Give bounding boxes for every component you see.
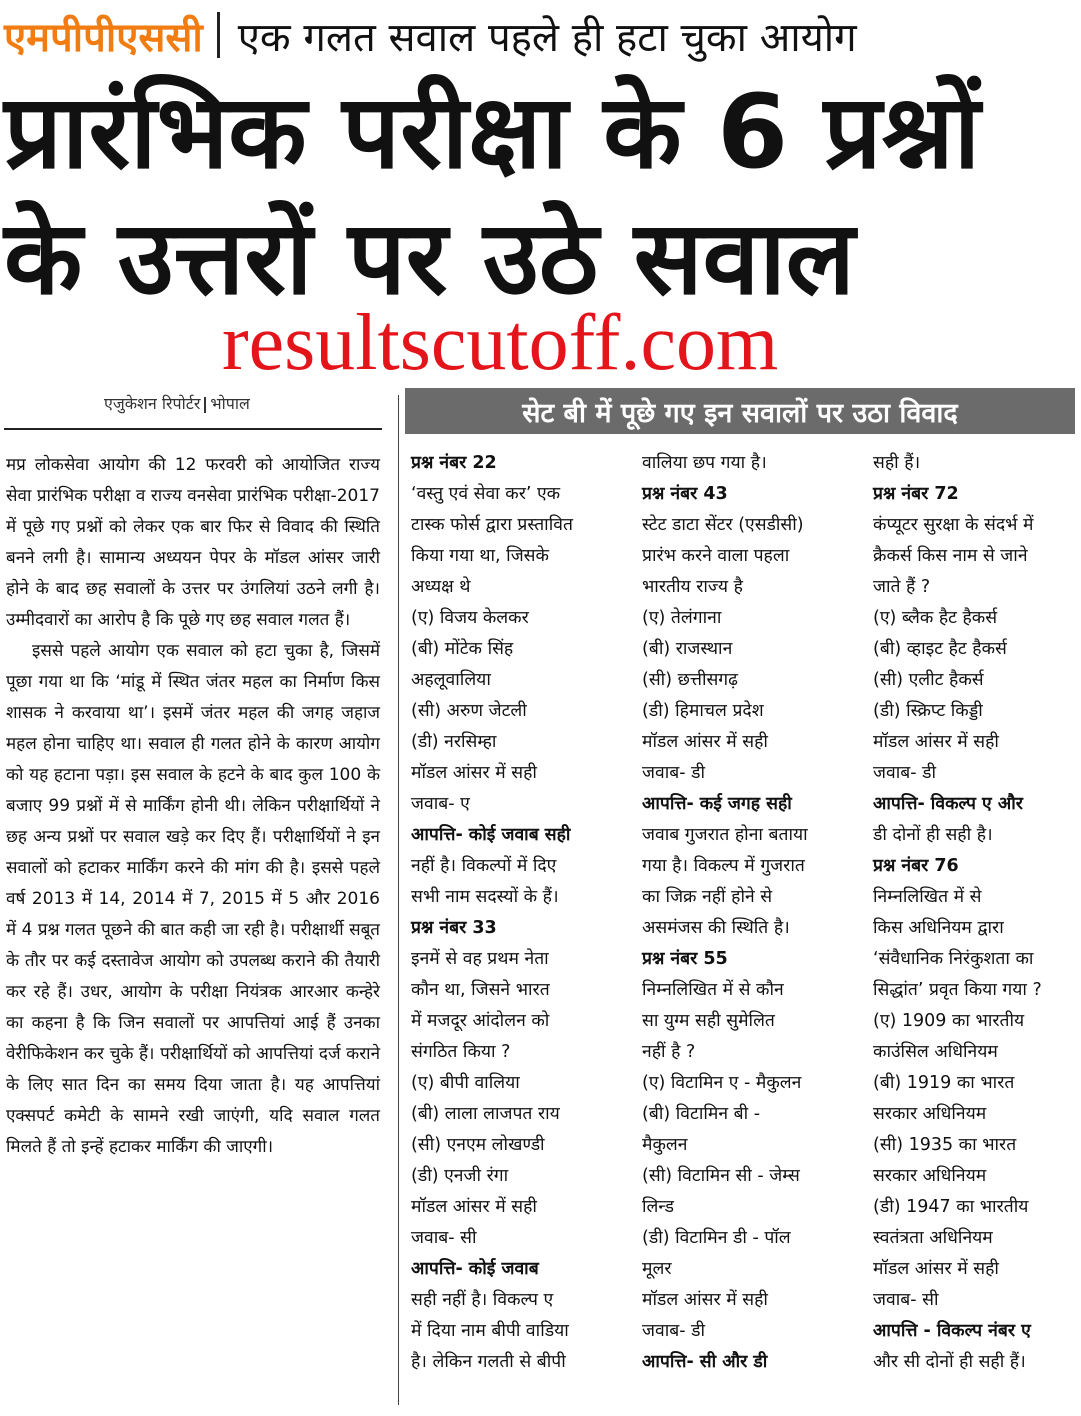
- question-text-line: (सी) विटामिन सी - जेम्स: [642, 1166, 800, 1186]
- question-text-line: कंप्यूटर सुरक्षा के संदर्भ में: [873, 515, 1034, 535]
- headline-line-2: के उत्तरों पर उठे सवाल: [4, 199, 855, 318]
- question-text-line: लिन्ड: [642, 1197, 675, 1217]
- question-text-line: स्टेट डाटा सेंटर (एसडीसी): [642, 515, 804, 535]
- headline: [0, 70, 1081, 322]
- question-text-line: निम्नलिखित में से कौन: [642, 980, 784, 1000]
- question-text-line: (सी) अरुण जेटली: [411, 701, 527, 721]
- question-text-line: मॉडल आंसर में सही: [411, 763, 537, 783]
- question-text-line: मॉडल आंसर में सही: [873, 1259, 999, 1279]
- question-heading-line: आपत्ति- कई जगह सही: [642, 794, 792, 814]
- question-text-line: भारतीय राज्य है: [642, 577, 743, 597]
- question-text-line: जवाब- डी: [642, 1321, 706, 1341]
- header-row: [0, 0, 1081, 70]
- question-text-line: अहलूवालिया: [411, 670, 491, 690]
- question-text-line: (बी) मोंटेक सिंह: [411, 639, 514, 659]
- question-text-line: मैकुलन: [642, 1135, 688, 1155]
- question-text-line: में मजदूर आंदोलन को: [411, 1011, 550, 1031]
- question-text-line: है। लेकिन गलती से बीपी: [411, 1352, 566, 1372]
- article-paragraph-2: इससे पहले आयोग एक सवाल को हटा चुका है, जिसमें पूछा गया था कि ‘मांडू में स्थित जंतर महल का निर्माण किस शासक ने करवाया था’। इसमें जंतर महल की जगह जहाज महल होना चाहिए था। सवाल ही गलत होने के कारण आयोग को यह हटाना पड़ा। इस सवाल के हटने के बाद कुल 100 के बजाए 99 प्रश्नों में से मार्किंग होनी थी। लेकिन परीक्षार्थियों ने छह अन्य प्रश्नों पर सवाल खड़े कर दिए हैं। परीक्षार्थियों ने इन सवालों को हटाकर मार्किंग करने की मांग की है। इससे पहले वर्ष 2013 में 14, 2014 में 7, 2015 में 5 और 2016 में 4 प्रश्न गलत पूछने की बात कही जा रही है। परीक्षार्थी सबूत के तौर पर कई दस्तावेज आयोग को उपलब्ध कराने की तैयारी कर रहे हैं। उधर, आयोग के परीक्षा नियंत्रक आरआर कन्हेरे का कहना है कि जिन सवालों पर आपत्तियां आई हैं उनका वेरीफिकेशन कर चुके हैं। परीक्षार्थियों को आपत्तियां दर्ज कराने के लिए सात दिन का समय दिया जाता है। यह आपत्तियां एक्सपर्ट कमेटी के सामने रखी जाएंगी, यदि सवाल गलत मिलते हैं तो इन्हें हटाकर मार्किंग की जाएगी।: [6, 641, 380, 1157]
- question-text-line: टास्क फोर्स द्वारा प्रस्तावित: [411, 515, 573, 535]
- question-heading-line: प्रश्न नंबर 22: [411, 453, 497, 473]
- question-text-line: क्रैकर्स किस नाम से जाने: [873, 546, 1028, 566]
- question-text-line: (डी) स्क्रिप्ट किड्डी: [873, 701, 983, 721]
- question-text-line: काउंसिल अधिनियम: [873, 1042, 998, 1062]
- question-heading-line: प्रश्न नंबर 43: [642, 484, 728, 504]
- question-heading-line: प्रश्न नंबर 76: [873, 856, 959, 876]
- question-text-line: मूलर: [642, 1259, 672, 1279]
- question-text-line: सही नहीं है। विकल्प ए: [411, 1290, 554, 1310]
- question-heading-line: आपत्ति- विकल्प ए और: [873, 794, 1023, 814]
- question-text-line: कौन था, जिसने भारत: [411, 980, 550, 1000]
- question-text-line: सरकार अधिनियम: [873, 1104, 987, 1124]
- question-text-line: (ए) विजय केलकर: [411, 608, 529, 628]
- question-heading-line: आपत्ति - विकल्प नंबर ए: [873, 1321, 1031, 1341]
- question-text-line: (ए) विटामिन ए - मैकुलन: [642, 1073, 802, 1093]
- question-heading-line: प्रश्न नंबर 55: [642, 949, 728, 969]
- question-text-line: (बी) राजस्थान: [642, 639, 733, 659]
- question-text-line: (सी) एलीट हैकर्स: [873, 670, 984, 690]
- sub-headline: एक गलत सवाल पहले ही हटा चुका आयोग: [237, 14, 857, 61]
- question-text-line: ‘संवैधानिक निरंकुशता का: [873, 949, 1034, 969]
- question-text-line: सभी नाम सदस्यों के हैं।: [411, 887, 559, 907]
- question-text-line: किस अधिनियम द्वारा: [873, 918, 1004, 938]
- kicker-divider: [217, 12, 220, 58]
- question-text-line: किया गया था, जिसके: [411, 546, 549, 566]
- article-body: [6, 450, 380, 1163]
- question-heading-line: आपत्ति- सी और डी: [642, 1352, 768, 1372]
- question-heading-line: प्रश्न नंबर 72: [873, 484, 959, 504]
- question-text-line: (सी) 1935 का भारत: [873, 1135, 1017, 1155]
- section-kicker: एमपीपीएससी: [4, 14, 203, 61]
- question-text-line: (डी) नरसिम्हा: [411, 732, 497, 752]
- question-text-line: (डी) हिमाचल प्रदेश: [642, 701, 764, 721]
- question-text-line: (डी) एनजी रंगा: [411, 1166, 509, 1186]
- question-text-line: (सी) एनएम लोखण्डी: [411, 1135, 545, 1155]
- questions-column-3: [873, 448, 1081, 1378]
- byline: [104, 392, 250, 414]
- question-text-line: (बी) व्हाइट हैट हैकर्स: [873, 639, 1007, 659]
- question-text-line: जवाब- ए: [411, 794, 470, 814]
- question-text-line: मॉडल आंसर में सही: [642, 1290, 768, 1310]
- question-text-line: सरकार अधिनियम: [873, 1166, 987, 1186]
- question-text-line: (ए) तेलंगाना: [642, 608, 722, 628]
- question-text-line: (बी) लाला लाजपत राय: [411, 1104, 560, 1124]
- question-text-line: सिद्धांत’ प्रवृत किया गया ?: [873, 980, 1042, 1000]
- question-text-line: स्वतंत्रता अधिनियम: [873, 1228, 993, 1248]
- question-text-line: (बी) 1919 का भारत: [873, 1073, 1015, 1093]
- question-text-line: (डी) 1947 का भारतीय: [873, 1197, 1029, 1217]
- question-text-line: प्रारंभ करने वाला पहला: [642, 546, 790, 566]
- question-text-line: में दिया नाम बीपी वाडिया: [411, 1321, 569, 1341]
- question-text-line: अध्यक्ष थे: [411, 577, 471, 597]
- question-text-line: नहीं है ?: [642, 1042, 696, 1062]
- question-text-line: (ए) ब्लैक हैट हैकर्स: [873, 608, 998, 628]
- question-text-line: जाते हैं ?: [873, 577, 931, 597]
- question-text-line: सा युग्म सही सुमेलित: [642, 1011, 775, 1031]
- question-text-line: जवाब- डी: [873, 763, 937, 783]
- question-text-line: निम्नलिखित में से: [873, 887, 982, 907]
- question-text-line: गया है। विकल्प में गुजरात: [642, 856, 805, 876]
- question-text-line: ‘वस्तु एवं सेवा कर’ एक: [411, 484, 561, 504]
- byline-reporter: एजुकेशन रिपोर्टर: [104, 394, 201, 413]
- question-text-line: मॉडल आंसर में सही: [642, 732, 768, 752]
- questions-column-2: [642, 448, 864, 1378]
- question-text-line: जवाब- डी: [642, 763, 706, 783]
- question-text-line: मॉडल आंसर में सही: [873, 732, 999, 752]
- question-heading-line: प्रश्न नंबर 33: [411, 918, 497, 938]
- question-text-line: का जिक्र नहीं होने से: [642, 887, 773, 907]
- question-text-line: (डी) विटामिन डी - पॉल: [642, 1228, 791, 1248]
- section-banner: सेट बी में पूछे गए इन सवालों पर उठा विवाद: [405, 388, 1075, 434]
- question-text-line: (बी) विटामिन बी -: [642, 1104, 761, 1124]
- question-text-line: डी दोनों ही सही है।: [873, 825, 993, 845]
- question-text-line: मॉडल आंसर में सही: [411, 1197, 537, 1217]
- column-divider: [398, 395, 399, 1405]
- question-text-line: (सी) छत्तीसगढ़: [642, 670, 739, 690]
- questions-column-1: [411, 448, 633, 1378]
- question-text-line: जवाब- सी: [873, 1290, 939, 1310]
- byline-rule: [4, 428, 382, 430]
- question-text-line: (ए) 1909 का भारतीय: [873, 1011, 1025, 1031]
- question-text-line: और सी दोनों ही सही हैं।: [873, 1352, 1026, 1372]
- question-text-line: नहीं है। विकल्पों में दिए: [411, 856, 557, 876]
- question-text-line: जवाब- सी: [411, 1228, 477, 1248]
- article-paragraph-1: मप्र लोकसेवा आयोग की 12 फरवरी को आयोजित राज्य सेवा प्रारंभिक परीक्षा व राज्य वनसेवा प्रारंभिक परीक्षा-2017 में पूछे गए प्रश्नों को लेकर एक बार फिर से विवाद की स्थिति बनने लगी है। सामान्य अध्ययन पेपर के मॉडल आंसर जारी होने के बाद छह सवालों के उत्तर पर उंगलियां उठने लगी है। उम्मीदवारों का आरोप है कि पूछे गए छह सवाल गलत हैं।: [6, 455, 380, 630]
- question-heading-line: आपत्ति- कोई जवाब: [411, 1259, 539, 1279]
- question-heading-line: आपत्ति- कोई जवाब सही: [411, 825, 571, 845]
- question-text-line: (ए) बीपी वालिया: [411, 1073, 520, 1093]
- question-text-line: संगठित किया ?: [411, 1042, 511, 1062]
- headline-line-1: प्रारंभिक परीक्षा के 6 प्रश्नों: [4, 73, 981, 192]
- question-text-line: सही हैं।: [873, 453, 921, 473]
- byline-divider: [204, 397, 206, 413]
- watermark-text: resultscutoff.com: [222, 299, 779, 387]
- question-text-line: असमंजस की स्थिति है।: [642, 918, 790, 938]
- question-text-line: जवाब गुजरात होना बताया: [642, 825, 808, 845]
- question-text-line: वालिया छप गया है।: [642, 453, 767, 473]
- question-text-line: इनमें से वह प्रथम नेता: [411, 949, 549, 969]
- byline-place: भोपाल: [210, 394, 250, 413]
